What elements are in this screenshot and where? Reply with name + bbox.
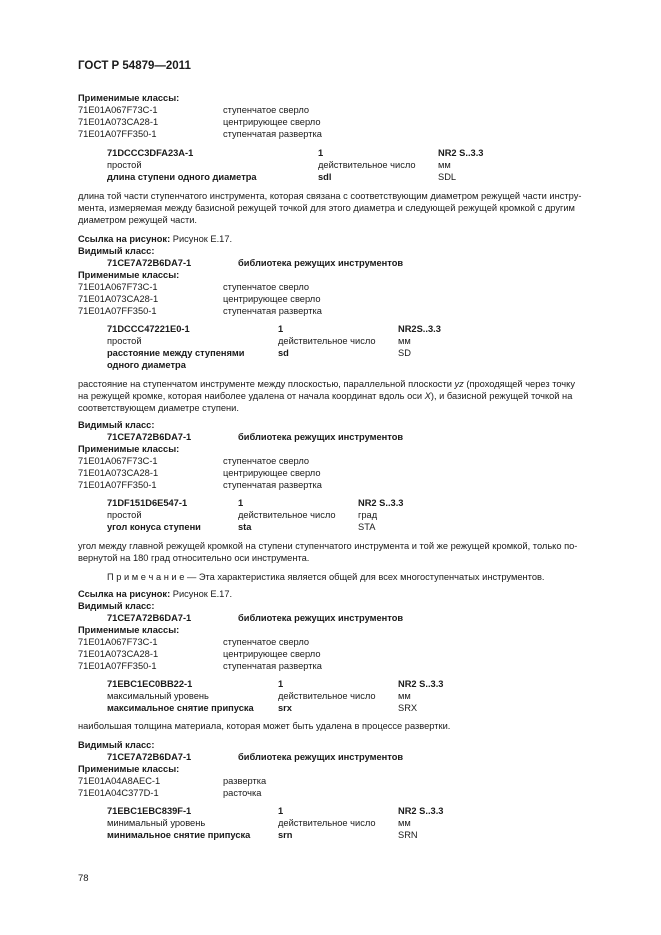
property-nr-format: NR2 S..3.3 <box>398 806 444 816</box>
property-version: 1 <box>238 498 244 508</box>
property-definition-line: на режущей кромке, которая наиболее удалена от начала координат вдоль оси X), и базисной режущей точкой на <box>78 391 573 401</box>
class-name: ступенчатая развертка <box>223 306 322 316</box>
page-number: 78 <box>78 873 89 884</box>
property-type: максимальный уровень <box>107 691 209 701</box>
visible-class-name: библиотека режущих инструментов <box>238 258 404 268</box>
class-name: ступенчатая развертка <box>223 480 322 490</box>
visible-class-code: 71CE7A72B6DA7-1 <box>107 258 192 268</box>
property-version: 1 <box>278 806 284 816</box>
note <box>107 571 545 583</box>
property-unit: мм <box>398 336 411 346</box>
figure-reference <box>78 233 232 245</box>
class-code: 71E01A073CA28-1 <box>78 468 159 478</box>
property-symbol-caps: SRN <box>398 830 418 840</box>
property-name: угол конуса ступени <box>107 522 201 532</box>
property-definition-line: мента, измеряемая между базисной режущей точкой для этого диаметра и следующей режущей кромкой с другим <box>78 203 575 213</box>
visible-class-name: библиотека режущих инструментов <box>238 613 404 623</box>
property-symbol-caps: SRX <box>398 703 418 713</box>
property-value-type: действительное число <box>278 818 376 828</box>
class-name: расточка <box>223 788 262 798</box>
class-name: ступенчатое сверло <box>223 456 310 466</box>
property-symbol: srx <box>278 703 292 713</box>
class-code: 71E01A04A8AEC-1 <box>78 776 161 786</box>
class-code: 71E01A07FF350-1 <box>78 480 157 490</box>
class-code: 71E01A067F73C-1 <box>78 282 158 292</box>
property-unit: мм <box>398 818 411 828</box>
property-version: 1 <box>278 324 284 334</box>
applicable-classes-label: Применимые классы: <box>78 270 180 280</box>
property-value-type: действительное число <box>318 160 416 170</box>
property-definition-line: расстояние на ступенчатом инструменте между плоскостью, параллельной плоскости yz (проходящей через точку <box>78 379 575 389</box>
class-code: 71E01A067F73C-1 <box>78 637 158 647</box>
property-nr-format: NR2 S..3.3 <box>438 148 484 158</box>
visible-class-name: библиотека режущих инструментов <box>238 752 404 762</box>
property-unit: мм <box>438 160 451 170</box>
class-code: 71E01A07FF350-1 <box>78 306 157 316</box>
property-symbol-caps: STA <box>358 522 376 532</box>
note-text: — Эта характеристика является общей для всех многоступенчатых инструментов. <box>184 572 545 582</box>
class-code: 71E01A04C377D-1 <box>78 788 159 798</box>
figure-reference-label: Ссылка на рисунок: <box>78 589 171 599</box>
note-prefix: П р и м е ч а н и е <box>107 572 185 582</box>
applicable-classes-label: Применимые классы: <box>78 444 180 454</box>
property-type: простой <box>107 160 142 170</box>
property-code: 71EBC1EC0BB22-1 <box>107 679 193 689</box>
property-value-type: действительное число <box>278 336 376 346</box>
property-symbol: sd <box>278 348 289 358</box>
figure-reference-value: Рисунок Е.17. <box>170 589 233 599</box>
property-symbol: sta <box>238 522 252 532</box>
property-value-type: действительное число <box>278 691 376 701</box>
property-code: 71DCCC47221E0-1 <box>107 324 190 334</box>
property-name: максимальное снятие припуска <box>107 703 254 713</box>
class-name: ступенчатая развертка <box>223 129 322 139</box>
property-nr-format: NR2S..3.3 <box>398 324 441 334</box>
property-value-type: действительное число <box>238 510 336 520</box>
property-symbol-caps: SD <box>398 348 411 358</box>
property-definition-line: длина той части ступенчатого инструмента, которая связана с соответствующим диаметром режущей части инстру- <box>78 191 582 201</box>
property-symbol-caps: SDL <box>438 172 457 182</box>
property-code: 71DCCC3DFA23A-1 <box>107 148 194 158</box>
property-type: минимальный уровень <box>107 818 206 828</box>
class-name: ступенчатое сверло <box>223 105 310 115</box>
class-code: 71E01A07FF350-1 <box>78 661 157 671</box>
property-version: 1 <box>318 148 324 158</box>
figure-reference-value: Рисунок Е.17. <box>170 234 233 244</box>
applicable-classes-label: Применимые классы: <box>78 625 180 635</box>
visible-class-label: Видимый класс: <box>78 246 155 256</box>
applicable-classes-label: Применимые классы: <box>78 93 180 103</box>
class-code: 71E01A073CA28-1 <box>78 294 159 304</box>
property-type: простой <box>107 336 142 346</box>
class-name: ступенчатое сверло <box>223 282 310 292</box>
class-code: 71E01A073CA28-1 <box>78 117 159 127</box>
visible-class-label: Видимый класс: <box>78 420 155 430</box>
property-name: длина ступени одного диаметра <box>107 172 257 182</box>
property-unit: град <box>358 510 378 520</box>
property-name: расстояние между ступенями <box>107 348 245 358</box>
applicable-classes-label: Применимые классы: <box>78 764 180 774</box>
class-code: 71E01A067F73C-1 <box>78 105 158 115</box>
figure-reference <box>78 588 232 600</box>
property-type: простой <box>107 510 142 520</box>
class-name: центрирующее сверло <box>223 117 321 127</box>
document-header: ГОСТ Р 54879—2011 <box>78 60 191 72</box>
property-symbol: srn <box>278 830 293 840</box>
figure-reference-label: Ссылка на рисунок: <box>78 234 171 244</box>
property-definition-line: диаметром режущей части. <box>78 215 198 225</box>
class-code: 71E01A067F73C-1 <box>78 456 158 466</box>
class-name: ступенчатая развертка <box>223 661 322 671</box>
property-name-continued: одного диаметра <box>107 360 186 370</box>
property-definition-line: наибольшая толщина материала, которая может быть удалена в процессе развертки. <box>78 721 451 731</box>
property-definition-line: вернутой на 180 град относительно оси инструмента. <box>78 553 310 563</box>
class-name: центрирующее сверло <box>223 649 321 659</box>
property-definition-line: соответствующем диаметре ступени. <box>78 403 239 413</box>
class-name: ступенчатое сверло <box>223 637 310 647</box>
class-name: центрирующее сверло <box>223 468 321 478</box>
property-symbol: sdl <box>318 172 332 182</box>
visible-class-name: библиотека режущих инструментов <box>238 432 404 442</box>
property-version: 1 <box>278 679 284 689</box>
property-definition-line: угол между главной режущей кромкой на ступени ступенчатого инструмента и той же режущей кромкой, только по- <box>78 541 578 551</box>
class-code: 71E01A073CA28-1 <box>78 649 159 659</box>
visible-class-code: 71CE7A72B6DA7-1 <box>107 432 192 442</box>
class-name: центрирующее сверло <box>223 294 321 304</box>
property-name: минимальное снятие припуска <box>107 830 251 840</box>
visible-class-code: 71CE7A72B6DA7-1 <box>107 752 192 762</box>
visible-class-label: Видимый класс: <box>78 740 155 750</box>
class-name: развертка <box>223 776 267 786</box>
visible-class-code: 71CE7A72B6DA7-1 <box>107 613 192 623</box>
property-nr-format: NR2 S..3.3 <box>398 679 444 689</box>
property-unit: мм <box>398 691 411 701</box>
visible-class-label: Видимый класс: <box>78 601 155 611</box>
class-code: 71E01A07FF350-1 <box>78 129 157 139</box>
property-code: 71EBC1EBC839F-1 <box>107 806 192 816</box>
property-nr-format: NR2 S..3.3 <box>358 498 404 508</box>
property-code: 71DF151D6E547-1 <box>107 498 188 508</box>
